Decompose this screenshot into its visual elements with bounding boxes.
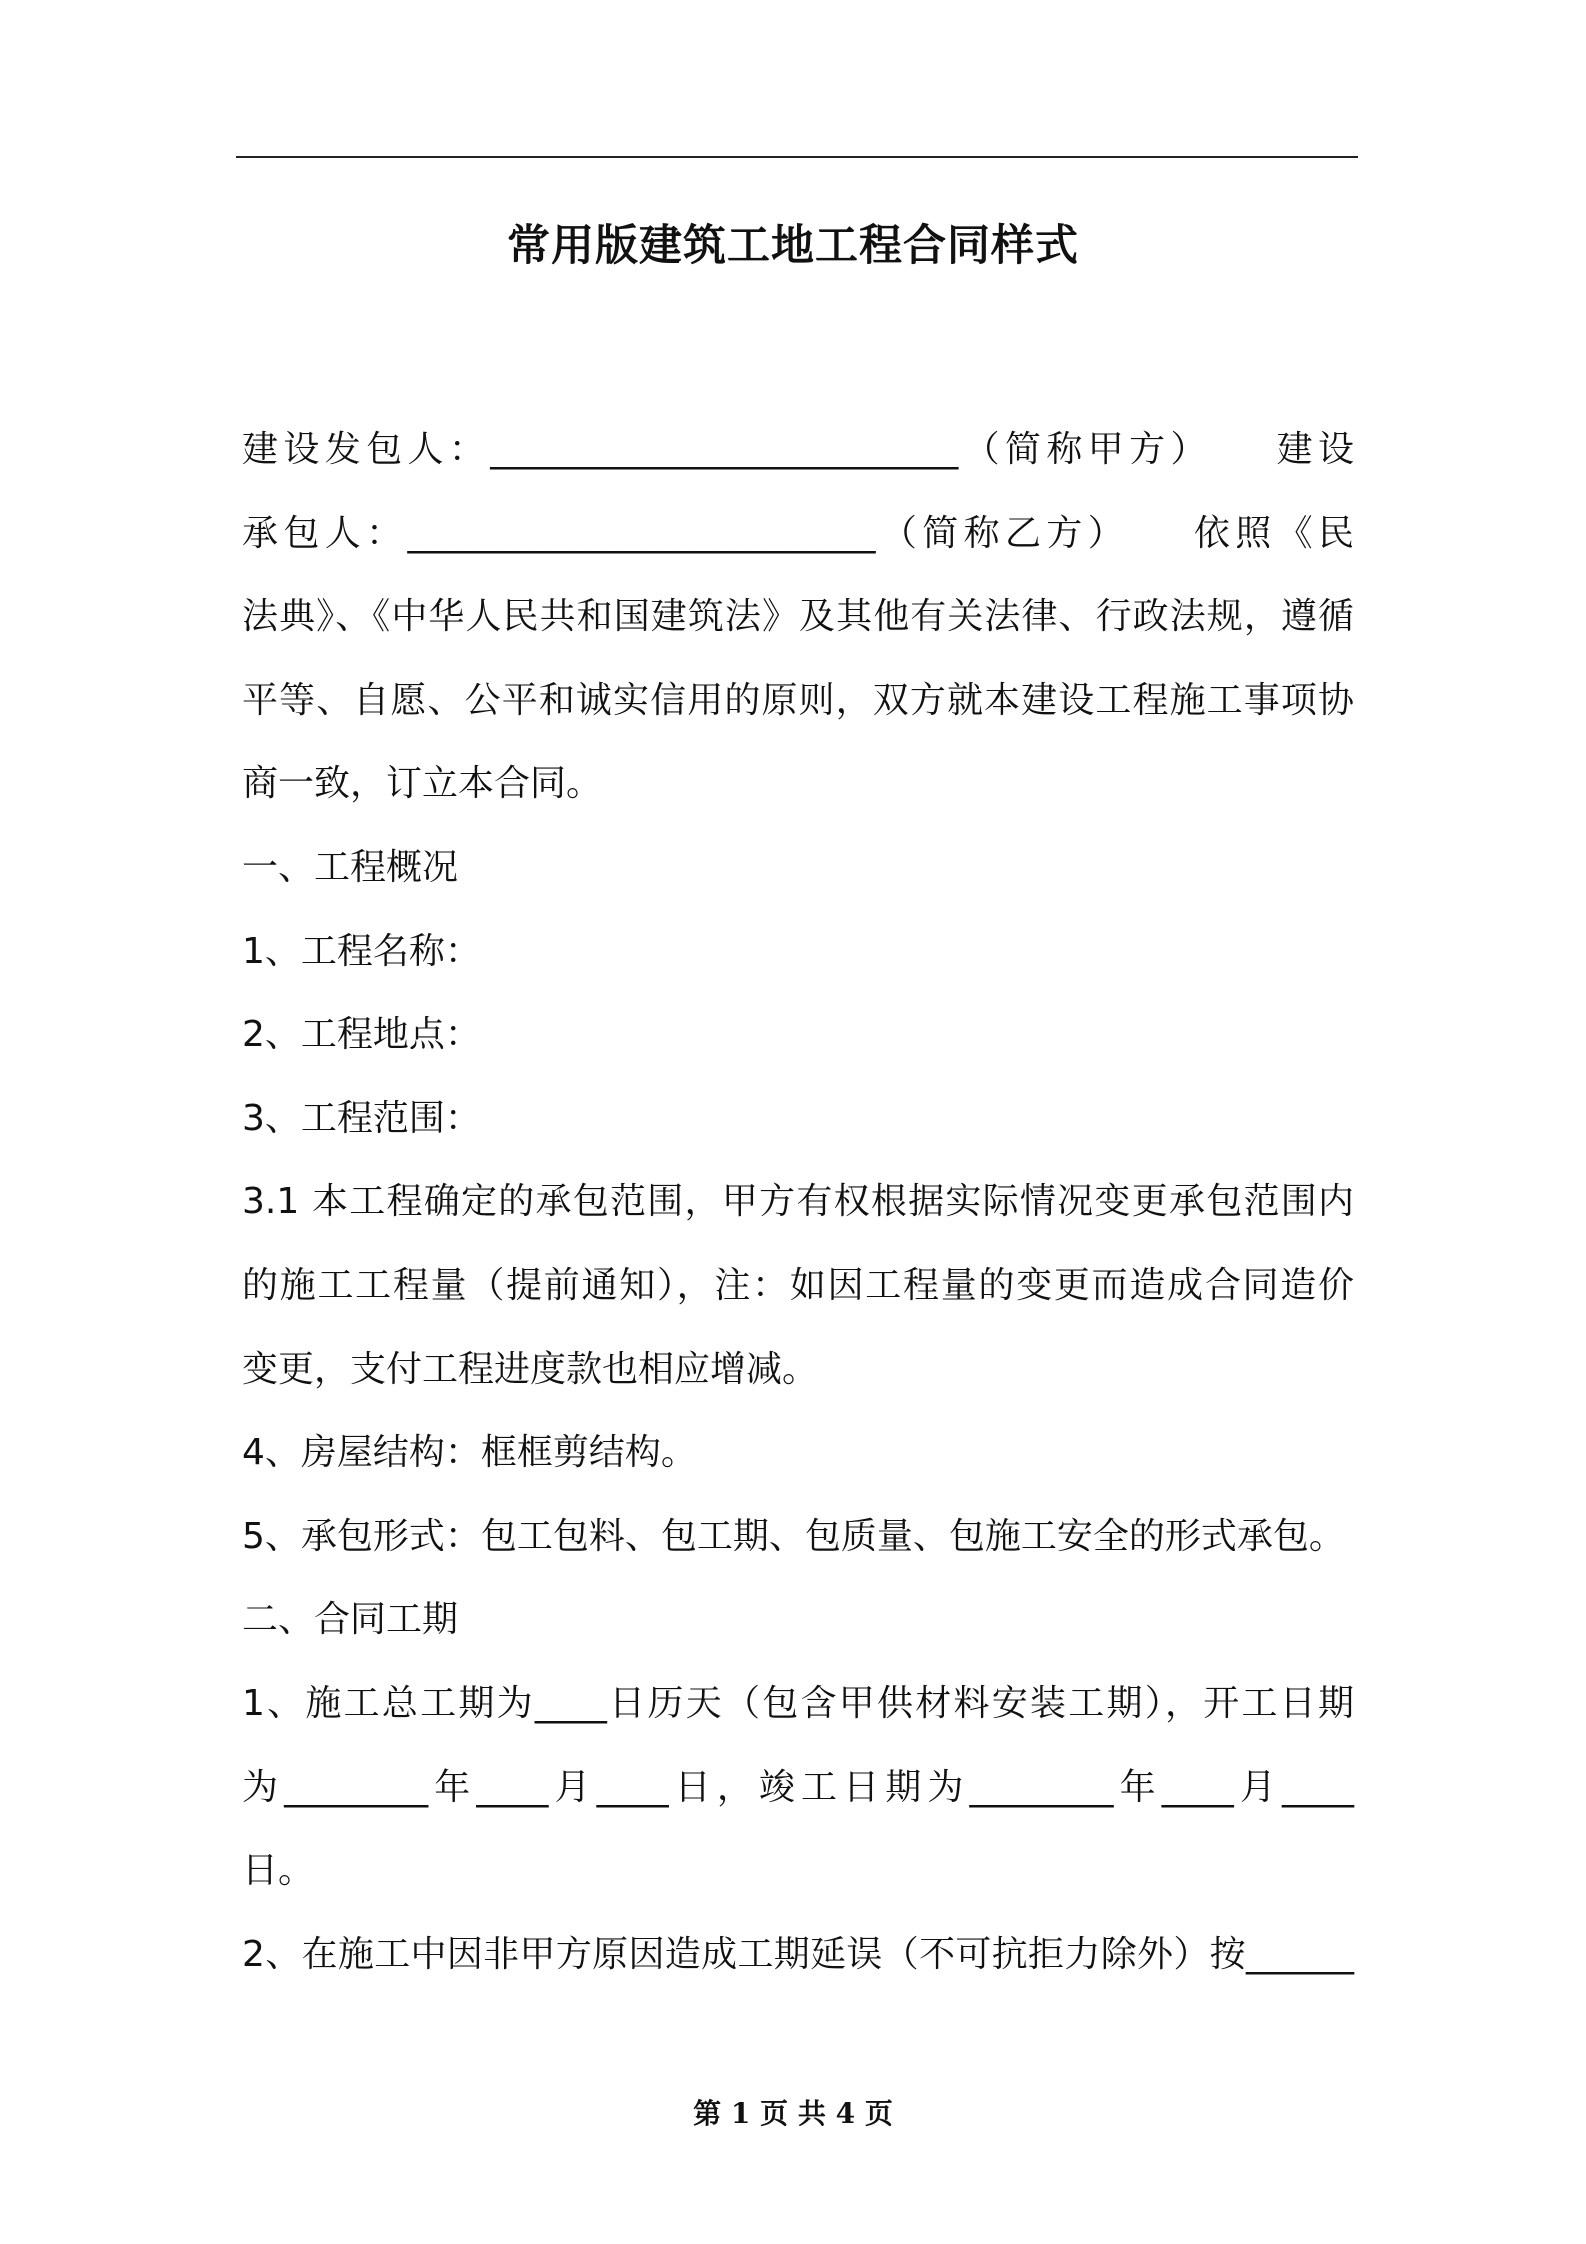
paragraph-line: 变更，支付工程进度款也相应增减。 (242, 1348, 819, 1390)
paragraph-line: 商一致，订立本合同。 (242, 763, 603, 805)
document-title: 常用版建筑工地工程合同样式 (507, 221, 1079, 271)
page-number: 第 1 页 共 4 页 (693, 2097, 893, 2130)
paragraph-line: 法典》、《中华人民共和国建筑法》及其他有关法律、行政法规，遵循 (242, 596, 1354, 638)
paragraph-line: 2、工程地点： (242, 1014, 481, 1056)
header-rule (236, 156, 1358, 158)
section-heading: 一、工程概况 (242, 846, 459, 888)
paragraph-line: 1、施工总工期为____日历天（包含甲供材料安装工期），开工日期 (242, 1682, 1354, 1724)
paragraph-line: 平等、自愿、公平和诚实信用的原则，双方就本建设工程施工事项协 (242, 679, 1354, 721)
paragraph-line: 3.1 本工程确定的承包范围，甲方有权根据实际情况变更承包范围内 (242, 1181, 1354, 1223)
contract-body (242, 408, 1354, 1996)
paragraph-line: 1、工程名称： (242, 930, 481, 972)
paragraph-line: 的施工工程量（提前通知），注：如因工程量的变更而造成合同造价 (242, 1264, 1354, 1306)
section-heading: 二、合同工期 (242, 1599, 459, 1641)
paragraph-line: 日。 (242, 1850, 315, 1892)
paragraph-line: 承包人：__________________________（简称乙方） 依照《民 (242, 512, 1354, 554)
paragraph-line: 为________年____月____日，竣工日期为________年____月____ (242, 1766, 1354, 1808)
paragraph-line: 2、在施工中因非甲方原因造成工期延误（不可抗拒力除外）按______ (242, 1933, 1354, 1975)
paragraph-line: 5、承包形式：包工包料、包工期、包质量、包施工安全的形式承包。 (242, 1515, 1345, 1557)
paragraph-line: 建设发包人：__________________________（简称甲方） 建设 (242, 429, 1354, 470)
paragraph-line: 4、房屋结构：框框剪结构。 (242, 1432, 697, 1474)
paragraph-line: 3、工程范围： (242, 1097, 481, 1139)
